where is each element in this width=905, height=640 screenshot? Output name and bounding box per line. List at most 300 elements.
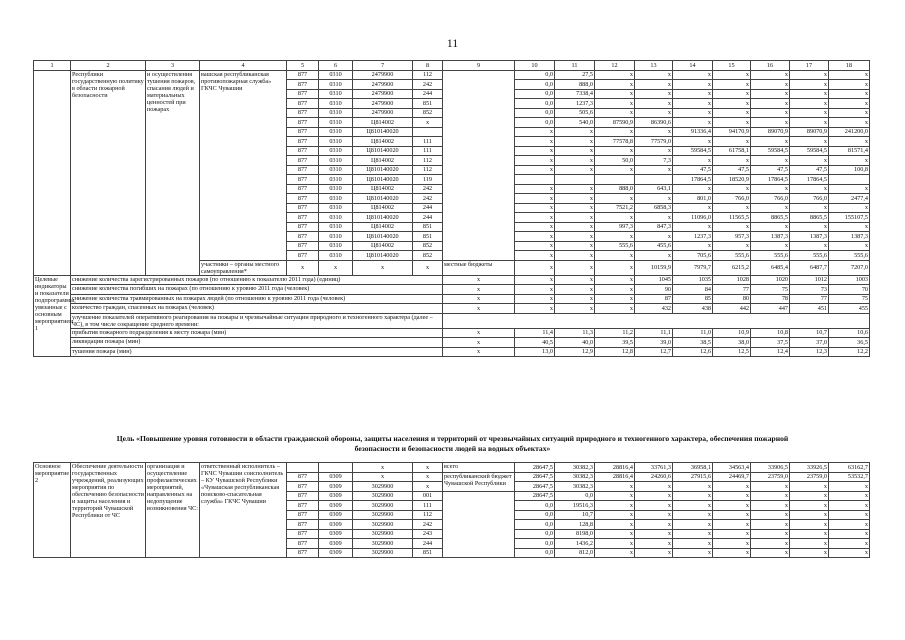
amount-cell: x bbox=[673, 118, 713, 128]
code-cell: 877 bbox=[287, 99, 319, 109]
amount-cell: x bbox=[555, 156, 595, 166]
code-cell: 877 bbox=[287, 491, 319, 501]
amount-cell: x bbox=[673, 80, 713, 90]
budget-table-top bbox=[33, 60, 870, 357]
code-cell: x bbox=[353, 472, 413, 482]
amount-cell: x bbox=[829, 118, 870, 128]
code-cell: 0309 bbox=[319, 501, 353, 511]
amount-cell bbox=[515, 175, 555, 185]
indicator-value: 36,5 bbox=[829, 338, 870, 348]
indicator-text: тушения пожара (мин) bbox=[71, 347, 443, 357]
amount-cell: x bbox=[595, 232, 635, 242]
amount-cell: 766,0 bbox=[713, 194, 751, 204]
amount-cell: x bbox=[595, 251, 635, 261]
page-number: 11 bbox=[446, 36, 459, 50]
code-cell: 877 bbox=[287, 241, 319, 251]
code-cell: 0310 bbox=[319, 232, 353, 242]
amount-cell: x bbox=[673, 529, 713, 539]
amount-cell: 6215,2 bbox=[713, 260, 751, 275]
amount-cell: x bbox=[790, 108, 829, 118]
amount-cell: x bbox=[595, 70, 635, 80]
amount-cell: 27,5 bbox=[555, 70, 595, 80]
amount-cell: x bbox=[751, 184, 790, 194]
amount-cell: x bbox=[673, 184, 713, 194]
code-cell: 877 bbox=[287, 501, 319, 511]
code-cell: 0310 bbox=[319, 118, 353, 128]
indicator-value: 12,5 bbox=[713, 347, 751, 357]
amount-cell: x bbox=[713, 501, 751, 511]
amount-cell: 89070,9 bbox=[790, 127, 829, 137]
indicator-value: 451 bbox=[790, 304, 829, 314]
column-number: 16 bbox=[751, 61, 790, 71]
amount-cell: 23759,0 bbox=[751, 472, 790, 482]
amount-cell: 0,0 bbox=[515, 108, 555, 118]
code-cell: x bbox=[413, 260, 443, 275]
code-cell: Ц814002 bbox=[353, 184, 413, 194]
code-cell: 111 bbox=[413, 137, 443, 147]
amount-cell: x bbox=[790, 241, 829, 251]
code-cell: 244 bbox=[413, 213, 443, 223]
amount-cell: x bbox=[595, 194, 635, 204]
amount-cell: 847,3 bbox=[635, 222, 673, 232]
amount-cell: x bbox=[595, 539, 635, 549]
code-cell: 111 bbox=[413, 501, 443, 511]
indicator-value: x bbox=[595, 285, 635, 295]
indicator-value: 10,8 bbox=[751, 328, 790, 338]
amount-cell: x bbox=[713, 520, 751, 530]
amount-cell: 888,0 bbox=[555, 80, 595, 90]
amount-cell: x bbox=[555, 260, 595, 275]
amount-cell: 128,8 bbox=[555, 520, 595, 530]
amount-cell: x bbox=[595, 89, 635, 99]
budget-row bbox=[34, 70, 870, 80]
column-number: 13 bbox=[635, 61, 673, 71]
budget-table-bottom bbox=[33, 462, 870, 558]
amount-cell: 86390,6 bbox=[635, 118, 673, 128]
amount-cell: x bbox=[790, 184, 829, 194]
code-cell: 242 bbox=[413, 184, 443, 194]
code-cell: Ц814002 bbox=[353, 118, 413, 128]
amount-cell: 0,0 bbox=[515, 89, 555, 99]
amount-cell: x bbox=[515, 260, 555, 275]
amount-cell: 17864,5 bbox=[751, 175, 790, 185]
amount-cell: x bbox=[790, 99, 829, 109]
amount-cell: 81571,4 bbox=[829, 146, 870, 156]
amount-cell: 53532,7 bbox=[829, 472, 870, 482]
indicator-value: x bbox=[443, 285, 515, 295]
amount-cell: x bbox=[790, 539, 829, 549]
amount-cell bbox=[829, 175, 870, 185]
amount-cell: x bbox=[751, 89, 790, 99]
amount-cell: x bbox=[635, 232, 673, 242]
amount-cell: 10,7 bbox=[555, 510, 595, 520]
code-cell: 877 bbox=[287, 203, 319, 213]
indicator-text: ликвидации пожара (мин) bbox=[71, 338, 443, 348]
code-cell: 852 bbox=[413, 108, 443, 118]
event-task: и осуществления тушения пожаров, спасания людей и материальных ценностей при пожарах bbox=[146, 70, 200, 275]
amount-cell: x bbox=[790, 80, 829, 90]
indicator-value: x bbox=[595, 304, 635, 314]
indicator-value: x bbox=[443, 338, 515, 348]
amount-cell: 91336,4 bbox=[673, 127, 713, 137]
indicator-value: x bbox=[555, 285, 595, 295]
amount-cell: 63162,7 bbox=[829, 463, 870, 473]
amount-cell: x bbox=[829, 89, 870, 99]
indicator-row bbox=[34, 294, 870, 304]
code-cell: 0310 bbox=[319, 251, 353, 261]
column-number: 5 bbox=[287, 61, 319, 71]
amount-cell: 0,0 bbox=[515, 510, 555, 520]
amount-cell: 33926,5 bbox=[790, 463, 829, 473]
code-cell: 0310 bbox=[319, 89, 353, 99]
amount-cell: 801,0 bbox=[673, 194, 713, 204]
code-cell: 0310 bbox=[319, 146, 353, 156]
amount-cell: x bbox=[555, 146, 595, 156]
column-number: 18 bbox=[829, 61, 870, 71]
amount-cell: 1436,2 bbox=[555, 539, 595, 549]
amount-cell: x bbox=[635, 165, 673, 175]
amount-cell: 28647,5 bbox=[515, 463, 555, 473]
amount-cell: x bbox=[635, 520, 673, 530]
code-cell: Ц810140020 bbox=[353, 213, 413, 223]
amount-cell: x bbox=[751, 520, 790, 530]
amount-cell: 47,5 bbox=[713, 165, 751, 175]
amount-cell: x bbox=[595, 80, 635, 90]
amount-cell: x bbox=[635, 108, 673, 118]
amount-cell: x bbox=[595, 108, 635, 118]
amount-cell: x bbox=[713, 80, 751, 90]
amount-cell: 17864,5 bbox=[790, 175, 829, 185]
indicator-value: 10,9 bbox=[713, 328, 751, 338]
code-cell: 111 bbox=[413, 146, 443, 156]
code-cell: 244 bbox=[413, 89, 443, 99]
column-number: 1 bbox=[34, 61, 71, 71]
amount-cell: x bbox=[790, 548, 829, 558]
indicator-value: 12,8 bbox=[595, 347, 635, 357]
indicator-value: x bbox=[515, 285, 555, 295]
amount-cell: 23759,0 bbox=[790, 472, 829, 482]
amount-cell: 17864,5 bbox=[673, 175, 713, 185]
amount-cell: x bbox=[713, 539, 751, 549]
code-cell: 877 bbox=[287, 146, 319, 156]
amount-cell: x bbox=[635, 501, 673, 511]
code-cell: 0309 bbox=[319, 491, 353, 501]
amount-cell: 0,0 bbox=[515, 539, 555, 549]
indicator-value: 12,7 bbox=[635, 347, 673, 357]
indicator-value: 87 bbox=[635, 294, 673, 304]
code-cell: Ц810140020 bbox=[353, 127, 413, 137]
code-cell: x bbox=[353, 260, 413, 275]
column-number: 17 bbox=[790, 61, 829, 71]
amount-cell: 7521,2 bbox=[595, 203, 635, 213]
code-cell: 242 bbox=[413, 194, 443, 204]
code-cell: 877 bbox=[287, 165, 319, 175]
indicator-value: 12,9 bbox=[555, 347, 595, 357]
code-cell: 0310 bbox=[319, 137, 353, 147]
amount-cell: x bbox=[713, 89, 751, 99]
code-cell: 877 bbox=[287, 472, 319, 482]
amount-cell: 19516,3 bbox=[555, 501, 595, 511]
amount-cell: 36958,1 bbox=[673, 463, 713, 473]
empty-cell bbox=[443, 491, 515, 558]
code-cell: 0310 bbox=[319, 165, 353, 175]
indicator-text: улучшение показателей оперативного реагирования на пожары и чрезвычайные ситуации природного и техногенного характера (далее – ЧС), в том числе сокращение среднего времени: bbox=[71, 313, 443, 328]
responsible-executor: ответственный исполнитель – ГКЧС Чувашии соисполнитель – КУ Чувашской Республики «Чувашская республиканская поисково-спасательная служба» ГКЧС Чувашии bbox=[200, 463, 287, 558]
amount-cell: 47,5 bbox=[790, 165, 829, 175]
amount-cell: 766,0 bbox=[790, 194, 829, 204]
amount-cell: x bbox=[595, 548, 635, 558]
indicator-value: 447 bbox=[751, 304, 790, 314]
amount-cell: 766,0 bbox=[751, 194, 790, 204]
amount-cell: 100,8 bbox=[829, 165, 870, 175]
amount-cell: x bbox=[635, 80, 673, 90]
code-cell: 3029900 bbox=[353, 520, 413, 530]
amount-cell: x bbox=[829, 80, 870, 90]
amount-cell: x bbox=[635, 510, 673, 520]
code-cell: 2479900 bbox=[353, 70, 413, 80]
amount-cell: x bbox=[751, 99, 790, 109]
amount-cell: x bbox=[555, 137, 595, 147]
code-cell: 3029900 bbox=[353, 510, 413, 520]
indicator-value: 455 bbox=[829, 304, 870, 314]
code-cell: x bbox=[319, 260, 353, 275]
amount-cell: x bbox=[673, 108, 713, 118]
amount-cell: 0,0 bbox=[515, 80, 555, 90]
amount-cell: 812,0 bbox=[555, 548, 595, 558]
amount-cell: x bbox=[673, 137, 713, 147]
indicator-value: 432 bbox=[635, 304, 673, 314]
code-cell: 0310 bbox=[319, 80, 353, 90]
amount-cell: 0,0 bbox=[515, 501, 555, 511]
amount-cell: 0,0 bbox=[515, 529, 555, 539]
code-cell: Ц810140020 bbox=[353, 165, 413, 175]
code-cell: 0310 bbox=[319, 203, 353, 213]
amount-cell: 47,5 bbox=[751, 165, 790, 175]
code-cell: x bbox=[413, 118, 443, 128]
amount-cell: 10159,9 bbox=[635, 260, 673, 275]
code-cell: Ц810140020 bbox=[353, 194, 413, 204]
budget-row bbox=[34, 463, 870, 473]
code-cell: 0310 bbox=[319, 213, 353, 223]
amount-cell: x bbox=[635, 99, 673, 109]
code-cell: 0310 bbox=[319, 99, 353, 109]
responsible-executor: вашская республиканская противопожарная служба» ГКЧС Чувашии bbox=[200, 70, 287, 260]
code-cell: 0309 bbox=[319, 510, 353, 520]
amount-cell: x bbox=[790, 491, 829, 501]
amount-cell: x bbox=[713, 241, 751, 251]
indicator-text: снижение количества травмированных на пожарах людей (по отношению к уровню 2011 года (человек) bbox=[71, 294, 443, 304]
amount-cell: x bbox=[751, 539, 790, 549]
amount-cell: x bbox=[673, 156, 713, 166]
amount-cell: x bbox=[751, 241, 790, 251]
indicator-value: x bbox=[443, 294, 515, 304]
code-cell: Ц814002 bbox=[353, 137, 413, 147]
funding-source: местные бюджеты bbox=[443, 260, 515, 275]
code-cell: 2479900 bbox=[353, 99, 413, 109]
funding-source: республиканский бюджет Чувашской Республики bbox=[443, 472, 515, 491]
amount-cell: x bbox=[829, 203, 870, 213]
amount-cell: x bbox=[595, 213, 635, 223]
amount-cell: x bbox=[829, 108, 870, 118]
code-cell: 877 bbox=[287, 251, 319, 261]
amount-cell: x bbox=[635, 491, 673, 501]
indicator-value: 1028 bbox=[713, 275, 751, 285]
event-description: Обеспечение деятельности государственных учреждений, реализующих мероприятия по обеспечению безопасности и защиты населения и территорий Чувашской Республики от ЧС bbox=[71, 463, 146, 558]
code-cell: 851 bbox=[413, 232, 443, 242]
header-row bbox=[34, 61, 870, 71]
amount-cell: x bbox=[751, 203, 790, 213]
amount-cell: 2477,4 bbox=[829, 194, 870, 204]
code-cell: 877 bbox=[287, 89, 319, 99]
code-cell: Ц810140020 bbox=[353, 175, 413, 185]
indicator-value: 84 bbox=[673, 285, 713, 295]
amount-cell: x bbox=[515, 146, 555, 156]
amount-cell: x bbox=[673, 203, 713, 213]
indicator-value: 11,1 bbox=[635, 328, 673, 338]
amount-cell: x bbox=[713, 118, 751, 128]
column-number: 14 bbox=[673, 61, 713, 71]
indicator-value: 77 bbox=[790, 294, 829, 304]
amount-cell: x bbox=[713, 510, 751, 520]
code-cell: x bbox=[353, 463, 413, 473]
indicator-value: 37,5 bbox=[751, 338, 790, 348]
code-cell: 0309 bbox=[319, 548, 353, 558]
amount-cell: 8198,0 bbox=[555, 529, 595, 539]
amount-cell: 59584,5 bbox=[751, 146, 790, 156]
amount-cell: x bbox=[751, 529, 790, 539]
event-number: Основное мероприятие 2 bbox=[34, 463, 71, 558]
code-cell: 877 bbox=[287, 80, 319, 90]
code-cell: 877 bbox=[287, 482, 319, 492]
code-cell: 0309 bbox=[319, 482, 353, 492]
amount-cell: x bbox=[555, 232, 595, 242]
code-cell: 243 bbox=[413, 529, 443, 539]
amount-cell: x bbox=[673, 99, 713, 109]
indicator-value: x bbox=[555, 275, 595, 285]
code-cell: 0310 bbox=[319, 222, 353, 232]
indicator-text: снижение количества зарегистрированных пожаров (по отношению к показателю 2011 года) (единиц) bbox=[71, 275, 443, 285]
code-cell: Ц814002 bbox=[353, 241, 413, 251]
indicator-value: 73 bbox=[790, 285, 829, 295]
code-cell: 851 bbox=[413, 99, 443, 109]
amount-cell: 11565,5 bbox=[713, 213, 751, 223]
amount-cell: x bbox=[751, 137, 790, 147]
amount-cell: x bbox=[515, 222, 555, 232]
code-cell: 2479900 bbox=[353, 89, 413, 99]
amount-cell: 540,0 bbox=[555, 118, 595, 128]
amount-cell: x bbox=[751, 156, 790, 166]
amount-cell: x bbox=[673, 222, 713, 232]
amount-cell: x bbox=[595, 501, 635, 511]
amount-cell: x bbox=[635, 539, 673, 549]
column-number: 7 bbox=[353, 61, 413, 71]
amount-cell: x bbox=[829, 241, 870, 251]
amount-cell: x bbox=[713, 184, 751, 194]
code-cell: 877 bbox=[287, 194, 319, 204]
amount-cell: 8865,5 bbox=[790, 213, 829, 223]
indicator-value: 90 bbox=[635, 285, 673, 295]
amount-cell: x bbox=[829, 482, 870, 492]
amount-cell: 24260,6 bbox=[635, 472, 673, 482]
amount-cell: 555,6 bbox=[713, 251, 751, 261]
indicator-value: x bbox=[443, 328, 515, 338]
code-cell: 3029900 bbox=[353, 482, 413, 492]
amount-cell: x bbox=[673, 501, 713, 511]
code-cell: 242 bbox=[413, 80, 443, 90]
amount-cell: x bbox=[595, 482, 635, 492]
participants-label: участники – органы местного самоуправления* bbox=[200, 260, 287, 275]
amount-cell: x bbox=[713, 99, 751, 109]
indicator-value: 12,4 bbox=[751, 347, 790, 357]
code-cell: 2479900 bbox=[353, 80, 413, 90]
amount-cell: x bbox=[673, 89, 713, 99]
indicator-value: 11,2 bbox=[595, 328, 635, 338]
amount-cell: x bbox=[673, 510, 713, 520]
amount-cell: x bbox=[829, 539, 870, 549]
amount-cell: 705,6 bbox=[673, 251, 713, 261]
code-cell: 0310 bbox=[319, 156, 353, 166]
amount-cell: x bbox=[673, 539, 713, 549]
amount-cell: x bbox=[751, 548, 790, 558]
indicator-value: 70 bbox=[829, 285, 870, 295]
amount-cell: 28647,5 bbox=[515, 472, 555, 482]
indicator-value: 442 bbox=[713, 304, 751, 314]
amount-cell: 34563,4 bbox=[713, 463, 751, 473]
amount-cell: x bbox=[635, 70, 673, 80]
amount-cell: x bbox=[635, 548, 673, 558]
event-description: Республики государственную политику в области пожарной безопасности bbox=[71, 70, 146, 275]
amount-cell: 59584,5 bbox=[673, 146, 713, 156]
code-cell: 877 bbox=[287, 70, 319, 80]
amount-cell: x bbox=[555, 194, 595, 204]
amount-cell: x bbox=[829, 156, 870, 166]
indicator-value: 438 bbox=[673, 304, 713, 314]
amount-cell: x bbox=[515, 241, 555, 251]
amount-cell: 61758,1 bbox=[713, 146, 751, 156]
code-cell: 001 bbox=[413, 491, 443, 501]
amount-cell: x bbox=[713, 156, 751, 166]
indicator-value: 40,5 bbox=[515, 338, 555, 348]
amount-cell: x bbox=[635, 482, 673, 492]
amount-cell: x bbox=[515, 137, 555, 147]
amount-cell: x bbox=[555, 127, 595, 137]
amount-cell: 87590,9 bbox=[595, 118, 635, 128]
amount-cell: 0,0 bbox=[515, 70, 555, 80]
amount-cell: x bbox=[829, 529, 870, 539]
amount-cell: 555,6 bbox=[751, 251, 790, 261]
code-cell: 3029900 bbox=[353, 501, 413, 511]
amount-cell: 59584,5 bbox=[790, 146, 829, 156]
indicator-row bbox=[34, 328, 870, 338]
indicator-row bbox=[34, 347, 870, 357]
amount-cell: x bbox=[673, 482, 713, 492]
code-cell: 877 bbox=[287, 175, 319, 185]
indicator-value: 1020 bbox=[751, 275, 790, 285]
amount-cell: 94170,9 bbox=[713, 127, 751, 137]
column-number: 6 bbox=[319, 61, 353, 71]
amount-cell: 241200,0 bbox=[829, 127, 870, 137]
amount-cell: x bbox=[713, 137, 751, 147]
amount-cell bbox=[595, 175, 635, 185]
amount-cell: x bbox=[790, 89, 829, 99]
funding-source: всего bbox=[443, 463, 515, 473]
amount-cell: x bbox=[595, 99, 635, 109]
amount-cell: x bbox=[751, 491, 790, 501]
amount-cell: x bbox=[751, 510, 790, 520]
indicator-value: 78 bbox=[751, 294, 790, 304]
amount-cell: x bbox=[790, 203, 829, 213]
amount-cell: 505,6 bbox=[555, 108, 595, 118]
